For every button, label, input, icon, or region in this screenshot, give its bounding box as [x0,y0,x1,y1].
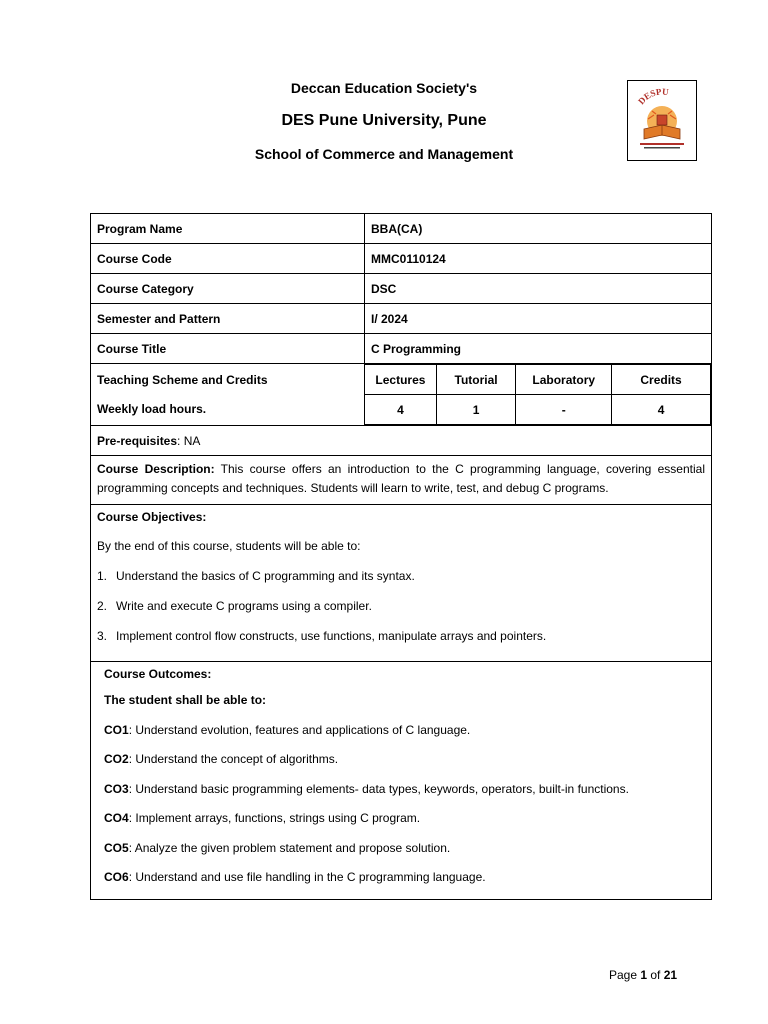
total-pages: 21 [663,968,678,982]
outcome-code: CO1 [104,722,129,737]
objective-text: Understand the basics of C programming and its syntax. [116,569,415,583]
laboratory-header: Laboratory [516,365,612,395]
table-row [91,364,712,426]
laboratory-value: - [516,395,612,425]
teaching-scheme-label: Teaching Scheme and Credits [97,372,268,387]
outcome-text: : Understand and use file handling in the C programming language. [128,870,486,884]
course-objectives-cell [91,505,712,662]
university-name: DES Pune University, Pune [281,112,487,129]
list-item [97,561,705,591]
outcome-code: CO5 [104,840,129,855]
course-outcomes-label: Course Outcomes: [104,667,212,681]
course-description-cell [91,456,712,505]
outcome-code: CO3 [104,781,129,796]
course-title-label: Course Title [91,334,365,364]
table-row [91,426,712,456]
outcome-text: : Understand basic programming elements- data types, keywords, operators, built-in functions. [128,781,629,796]
outcome-text: : Understand evolution, features and applications of C language. [128,722,471,737]
of-word: of [647,968,664,982]
teaching-scheme-cell [91,364,365,426]
objective-text: Implement control flow constructs, use functions, manipulate arrays and pointers. [116,629,547,643]
table-row [91,244,712,274]
lectures-value: 4 [365,395,436,425]
prerequisites-cell [91,426,712,456]
course-code-value: MMC0110124 [365,244,712,274]
semester-label: Semester and Pattern [91,304,365,334]
lectures-header: Lectures [365,365,436,395]
prerequisites-value: NA [183,433,201,448]
table-row [91,505,712,662]
list-item [97,621,705,651]
program-name-label: Program Name [91,214,365,244]
course-objectives-label: Course Objectives: [97,510,207,524]
outcome-code: CO4 [104,811,129,825]
table-row [91,274,712,304]
objective-text: Write and execute C programs using a compiler. [116,599,372,613]
list-item [104,716,698,746]
course-outcomes-cell [91,662,712,900]
table-row [91,214,712,244]
objective-number: 2. [97,599,108,613]
prerequisites-label: Pre-requisites [97,433,178,448]
current-page: 1 [640,968,648,982]
prerequisites-separator: : [177,433,184,448]
program-name-value: BBA(CA) [365,214,712,244]
logo-text: DESPU [636,86,670,107]
outcome-text: : Implement arrays, functions, strings using C program. [128,811,421,825]
despu-logo [627,80,697,161]
credits-header: Credits [612,365,711,395]
school-name: School of Commerce and Management [254,146,514,162]
despu-book-emblem [640,106,684,149]
list-item [104,834,698,864]
teaching-scheme-grid [365,364,711,425]
page-word: Page [609,968,641,982]
course-category-label: Course Category [91,274,365,304]
course-category-value: DSC [365,274,712,304]
list-item [104,775,698,805]
course-outcomes-intro: The student shall be able to: [104,693,267,707]
society-name: Deccan Education Society's [290,80,478,96]
outcome-code: CO6 [104,870,129,884]
weekly-load-label: Weekly load hours. [97,401,207,416]
objective-number: 1. [97,569,108,583]
list-item [104,804,698,834]
objective-number: 3. [97,629,108,643]
table-row [91,456,712,505]
tutorial-header: Tutorial [436,365,515,395]
semester-value: I/ 2024 [365,304,712,334]
list-item [104,745,698,775]
course-description-text: This course offers an introduction to the C programming language, covering essential programming concepts and techniques. Students will learn to write, test, and debug C programs. [97,462,705,495]
list-item [104,863,698,893]
outcome-code: CO2 [104,752,129,766]
course-objectives-intro: By the end of this course, students will be able to: [97,539,361,553]
svg-text:DESPU [636,86,670,106]
credits-value: 4 [612,395,711,425]
course-code-label: Course Code [91,244,365,274]
table-row [91,334,712,364]
page-number [609,968,677,982]
course-details-table [90,213,712,900]
list-item [97,591,705,621]
tutorial-value: 1 [436,395,515,425]
table-row [91,662,712,900]
teaching-scheme-grid-cell [365,364,712,426]
course-title-value: C Programming [365,334,712,364]
course-description-label: Course Description: [97,462,215,476]
outcome-text: : Analyze the given problem statement and propose solution. [128,840,451,855]
table-row [91,304,712,334]
outcome-text: : Understand the concept of algorithms. [128,752,339,766]
